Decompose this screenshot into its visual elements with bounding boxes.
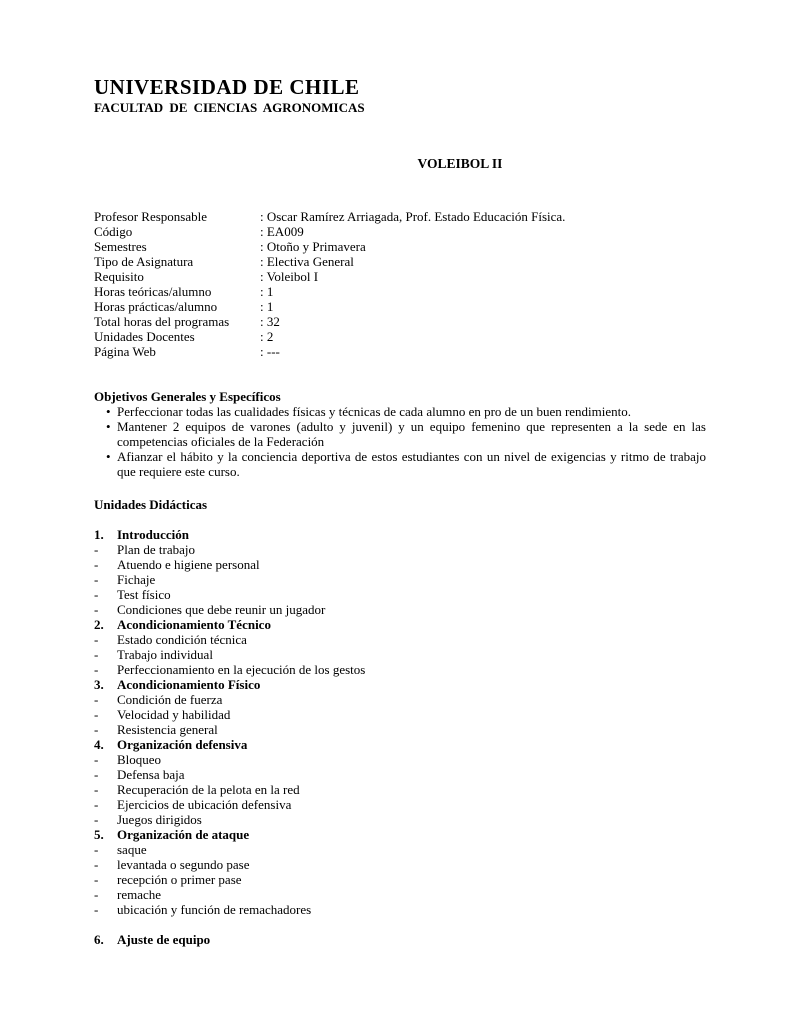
unit-title: Organización defensiva xyxy=(117,737,248,752)
objective-item: • Perfeccionar todas las cualidades físicas y técnicas de cada alumno en pro de un buen rendimiento. xyxy=(94,404,706,419)
unit-item-text: Estado condición técnica xyxy=(117,632,247,647)
unit-item-text: Velocidad y habilidad xyxy=(117,707,231,722)
objectives-list xyxy=(94,404,706,479)
unit-number: 1. xyxy=(94,527,104,542)
info-value: : 2 xyxy=(260,329,274,344)
unit-item xyxy=(94,707,706,722)
info-key: Horas prácticas/alumno xyxy=(94,299,218,314)
info-key: Total horas del programas xyxy=(94,314,230,329)
unit-item-text: saque xyxy=(117,842,147,857)
dash-marker: - xyxy=(94,797,99,812)
unit-title: Introducción xyxy=(117,527,189,542)
dash-marker: - xyxy=(94,557,99,572)
info-row xyxy=(94,284,565,299)
info-value: : --- xyxy=(260,344,280,359)
info-value: : 1 xyxy=(260,299,274,314)
unit-number: 6. xyxy=(94,932,104,947)
info-key: Tipo de Asignatura xyxy=(94,254,194,269)
info-row xyxy=(94,269,565,284)
unit-item-text: Bloqueo xyxy=(117,752,162,767)
unit-title: Ajuste de equipo xyxy=(117,932,211,947)
unit-item xyxy=(94,902,706,917)
objectives-section xyxy=(94,389,706,479)
dash-marker: - xyxy=(94,812,99,827)
unit-item xyxy=(94,572,706,587)
units-list xyxy=(94,527,706,947)
info-value: : Electiva General xyxy=(260,254,354,269)
info-row xyxy=(94,314,565,329)
info-value: : Oscar Ramírez Arriagada, Prof. Estado Educación Física. xyxy=(260,209,566,224)
info-key: Página Web xyxy=(94,344,156,359)
dash-marker: - xyxy=(94,632,99,647)
unit-item xyxy=(94,752,706,767)
dash-marker: - xyxy=(94,752,99,767)
unit-heading xyxy=(94,932,706,947)
unit-number: 4. xyxy=(94,737,104,752)
unit-item xyxy=(94,797,706,812)
unit-item xyxy=(94,692,706,707)
info-key: Semestres xyxy=(94,239,147,254)
unit-heading xyxy=(94,677,706,692)
unit-item-text: levantada o segundo pase xyxy=(117,857,250,872)
unit-item xyxy=(94,767,706,782)
unit-number: 2. xyxy=(94,617,104,632)
info-value: : 32 xyxy=(260,314,280,329)
dash-marker: - xyxy=(94,767,99,782)
unit-title: Organización de ataque xyxy=(117,827,250,842)
info-row xyxy=(94,209,565,224)
units-title: Unidades Didácticas xyxy=(94,497,208,512)
info-value: : Voleibol I xyxy=(260,269,319,284)
dash-marker: - xyxy=(94,587,99,602)
info-key: Horas teóricas/alumno xyxy=(94,284,212,299)
unit-item-text: Condición de fuerza xyxy=(117,692,223,707)
unit-item-text: Ejercicios de ubicación defensiva xyxy=(117,797,292,812)
course-info-table xyxy=(94,209,565,359)
info-row xyxy=(94,254,565,269)
objectives-title: Objetivos Generales y Específicos xyxy=(94,389,281,404)
dash-marker: - xyxy=(94,602,99,617)
unit-item xyxy=(94,722,706,737)
info-row xyxy=(94,299,565,314)
info-value: : 1 xyxy=(260,284,274,299)
unit-item-text: Perfeccionamiento en la ejecución de los gestos xyxy=(117,662,366,677)
unit-item xyxy=(94,662,706,677)
unit-heading xyxy=(94,827,706,842)
unit-number: 5. xyxy=(94,827,104,842)
unit-item-text: Recuperación de la pelota en la red xyxy=(117,782,300,797)
course-title: VOLEIBOL II xyxy=(417,156,503,171)
info-value: : EA009 xyxy=(260,224,304,239)
unit-item xyxy=(94,812,706,827)
unit-item-text: Trabajo individual xyxy=(117,647,213,662)
unit-item-text: Juegos dirigidos xyxy=(117,812,202,827)
faculty-subtitle: FACULTAD DE CIENCIAS AGRONOMICAS xyxy=(94,100,365,115)
unit-heading xyxy=(94,737,706,752)
info-key: Código xyxy=(94,224,133,239)
dash-marker: - xyxy=(94,782,99,797)
objective-item: • Afianzar el hábito y la conciencia deportiva de estos estudiantes con un nivel de exigencias y ritmo de trabajo que requiere este curso. xyxy=(94,449,706,479)
dash-marker: - xyxy=(94,707,99,722)
info-row xyxy=(94,239,565,254)
unit-item xyxy=(94,647,706,662)
dash-marker: - xyxy=(94,842,99,857)
unit-item xyxy=(94,632,706,647)
unit-title: Acondicionamiento Técnico xyxy=(117,617,271,632)
info-row xyxy=(94,344,565,359)
dash-marker: - xyxy=(94,887,99,902)
info-row xyxy=(94,329,565,344)
dash-marker: - xyxy=(94,902,99,917)
unit-item-text: Test físico xyxy=(117,587,171,602)
unit-item xyxy=(94,542,706,557)
unit-number: 3. xyxy=(94,677,104,692)
info-key: Unidades Docentes xyxy=(94,329,195,344)
unit-item-text: Condiciones que debe reunir un jugador xyxy=(117,602,326,617)
dash-marker: - xyxy=(94,692,99,707)
spacer xyxy=(94,917,706,932)
unit-item xyxy=(94,602,706,617)
unit-item xyxy=(94,857,706,872)
unit-heading xyxy=(94,527,706,542)
unit-item xyxy=(94,872,706,887)
unit-item-text: recepción o primer pase xyxy=(117,872,242,887)
dash-marker: - xyxy=(94,572,99,587)
document-page xyxy=(94,74,706,947)
unit-item xyxy=(94,557,706,572)
unit-item-text: Atuendo e higiene personal xyxy=(117,557,260,572)
unit-item-text: Resistencia general xyxy=(117,722,218,737)
dash-marker: - xyxy=(94,542,99,557)
unit-title: Acondicionamiento Físico xyxy=(117,677,261,692)
info-key: Requisito xyxy=(94,269,144,284)
university-title: UNIVERSIDAD DE CHILE xyxy=(94,75,360,99)
dash-marker: - xyxy=(94,872,99,887)
unit-item-text: ubicación y función de remachadores xyxy=(117,902,312,917)
dash-marker: - xyxy=(94,647,99,662)
unit-item xyxy=(94,782,706,797)
dash-marker: - xyxy=(94,662,99,677)
unit-item-text: Plan de trabajo xyxy=(117,542,195,557)
dash-marker: - xyxy=(94,722,99,737)
unit-item-text: Fichaje xyxy=(117,572,156,587)
unit-item xyxy=(94,887,706,902)
info-row xyxy=(94,224,565,239)
unit-heading xyxy=(94,617,706,632)
unit-item xyxy=(94,587,706,602)
unit-item-text: Defensa baja xyxy=(117,767,185,782)
info-value: : Otoño y Primavera xyxy=(260,239,366,254)
unit-item-text: remache xyxy=(117,887,162,902)
dash-marker: - xyxy=(94,857,99,872)
objective-item: • Mantener 2 equipos de varones (adulto y juvenil) y un equipo femenino que representen a la sede en las competencias oficiales de la Federación xyxy=(94,419,706,449)
unit-item xyxy=(94,842,706,857)
info-key: Profesor Responsable xyxy=(94,209,208,224)
